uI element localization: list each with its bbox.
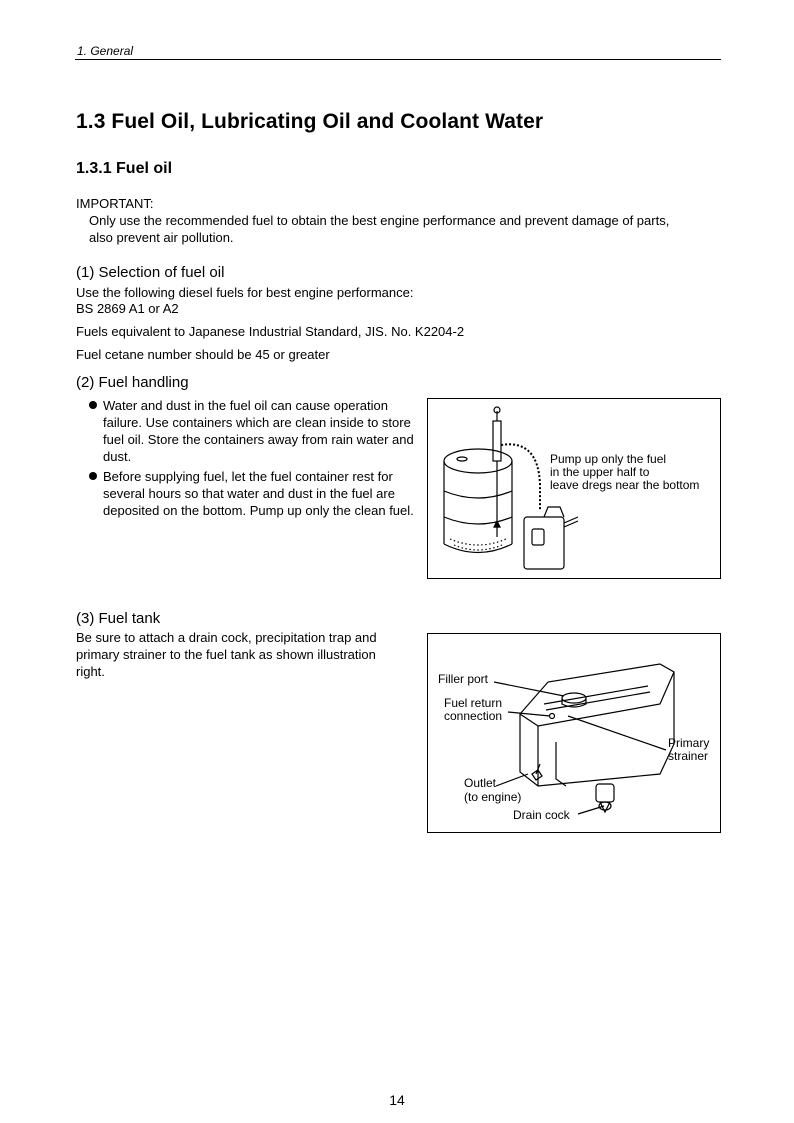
subsection-title: 1.3.1 Fuel oil — [76, 160, 173, 177]
figure-caption-line-3: leave dregs near the bottom — [550, 478, 700, 492]
figure-caption-line-1: Pump up only the fuel — [550, 452, 667, 466]
figure-caption-line-2: in the upper half to — [550, 465, 650, 479]
selection-line-1: Use the following diesel fuels for best engine performance: — [76, 285, 414, 300]
section-title: 1.3 Fuel Oil, Lubricating Oil and Coolant Water — [76, 110, 544, 133]
page-number: 14 — [389, 1092, 405, 1108]
label-outlet-line-1: Outlet — [464, 776, 497, 790]
label-filler-port: Filler port — [438, 672, 489, 686]
label-drain-cock: Drain cock — [513, 808, 570, 822]
label-fuel-return-line-1: Fuel return — [444, 696, 503, 710]
selection-line-4: Fuel cetane number should be 45 or greater — [76, 347, 330, 362]
label-primary-strainer-line-2: strainer — [668, 749, 709, 763]
handling-heading: (2) Fuel handling — [76, 374, 189, 391]
tank-line-1: Be sure to attach a drain cock, precipitation trap and — [76, 630, 377, 645]
list-item — [80, 397, 420, 465]
handling-bullet-list — [80, 397, 420, 522]
header-rule — [75, 59, 721, 60]
bullet-icon — [89, 472, 97, 480]
bullet-text: Before supplying fuel, let the fuel container rest for several hours so that water and dust in the fuel are deposited on the bottom. Pump up only the clean fuel. — [103, 469, 414, 518]
tank-line-2: primary strainer to the fuel tank as shown illustration — [76, 647, 376, 662]
label-primary-strainer-line-1: Primary — [668, 736, 710, 750]
important-line-1: Only use the recommended fuel to obtain the best engine performance and prevent damage of parts, — [89, 213, 670, 228]
selection-heading: (1) Selection of fuel oil — [76, 264, 225, 281]
fuel-tank-figure — [427, 633, 721, 833]
tank-line-3: right. — [76, 664, 105, 679]
label-outlet-line-2: (to engine) — [464, 790, 522, 804]
fuel-drum-figure — [427, 398, 721, 579]
important-label: IMPORTANT: — [76, 196, 154, 211]
bullet-icon — [89, 401, 97, 409]
important-line-2: also prevent air pollution. — [89, 230, 234, 245]
running-header: 1. General — [77, 44, 134, 58]
bullet-text: Water and dust in the fuel oil can cause operation failure. Use containers which are clean inside to store fuel oil. Store the containers away from rain water and dust. — [103, 398, 414, 464]
tank-heading: (3) Fuel tank — [76, 610, 161, 627]
selection-line-2: BS 2869 A1 or A2 — [76, 301, 179, 316]
label-fuel-return-line-2: connection — [444, 709, 503, 723]
list-item — [80, 468, 420, 519]
selection-line-3: Fuels equivalent to Japanese Industrial Standard, JIS. No. K2204-2 — [76, 324, 465, 339]
